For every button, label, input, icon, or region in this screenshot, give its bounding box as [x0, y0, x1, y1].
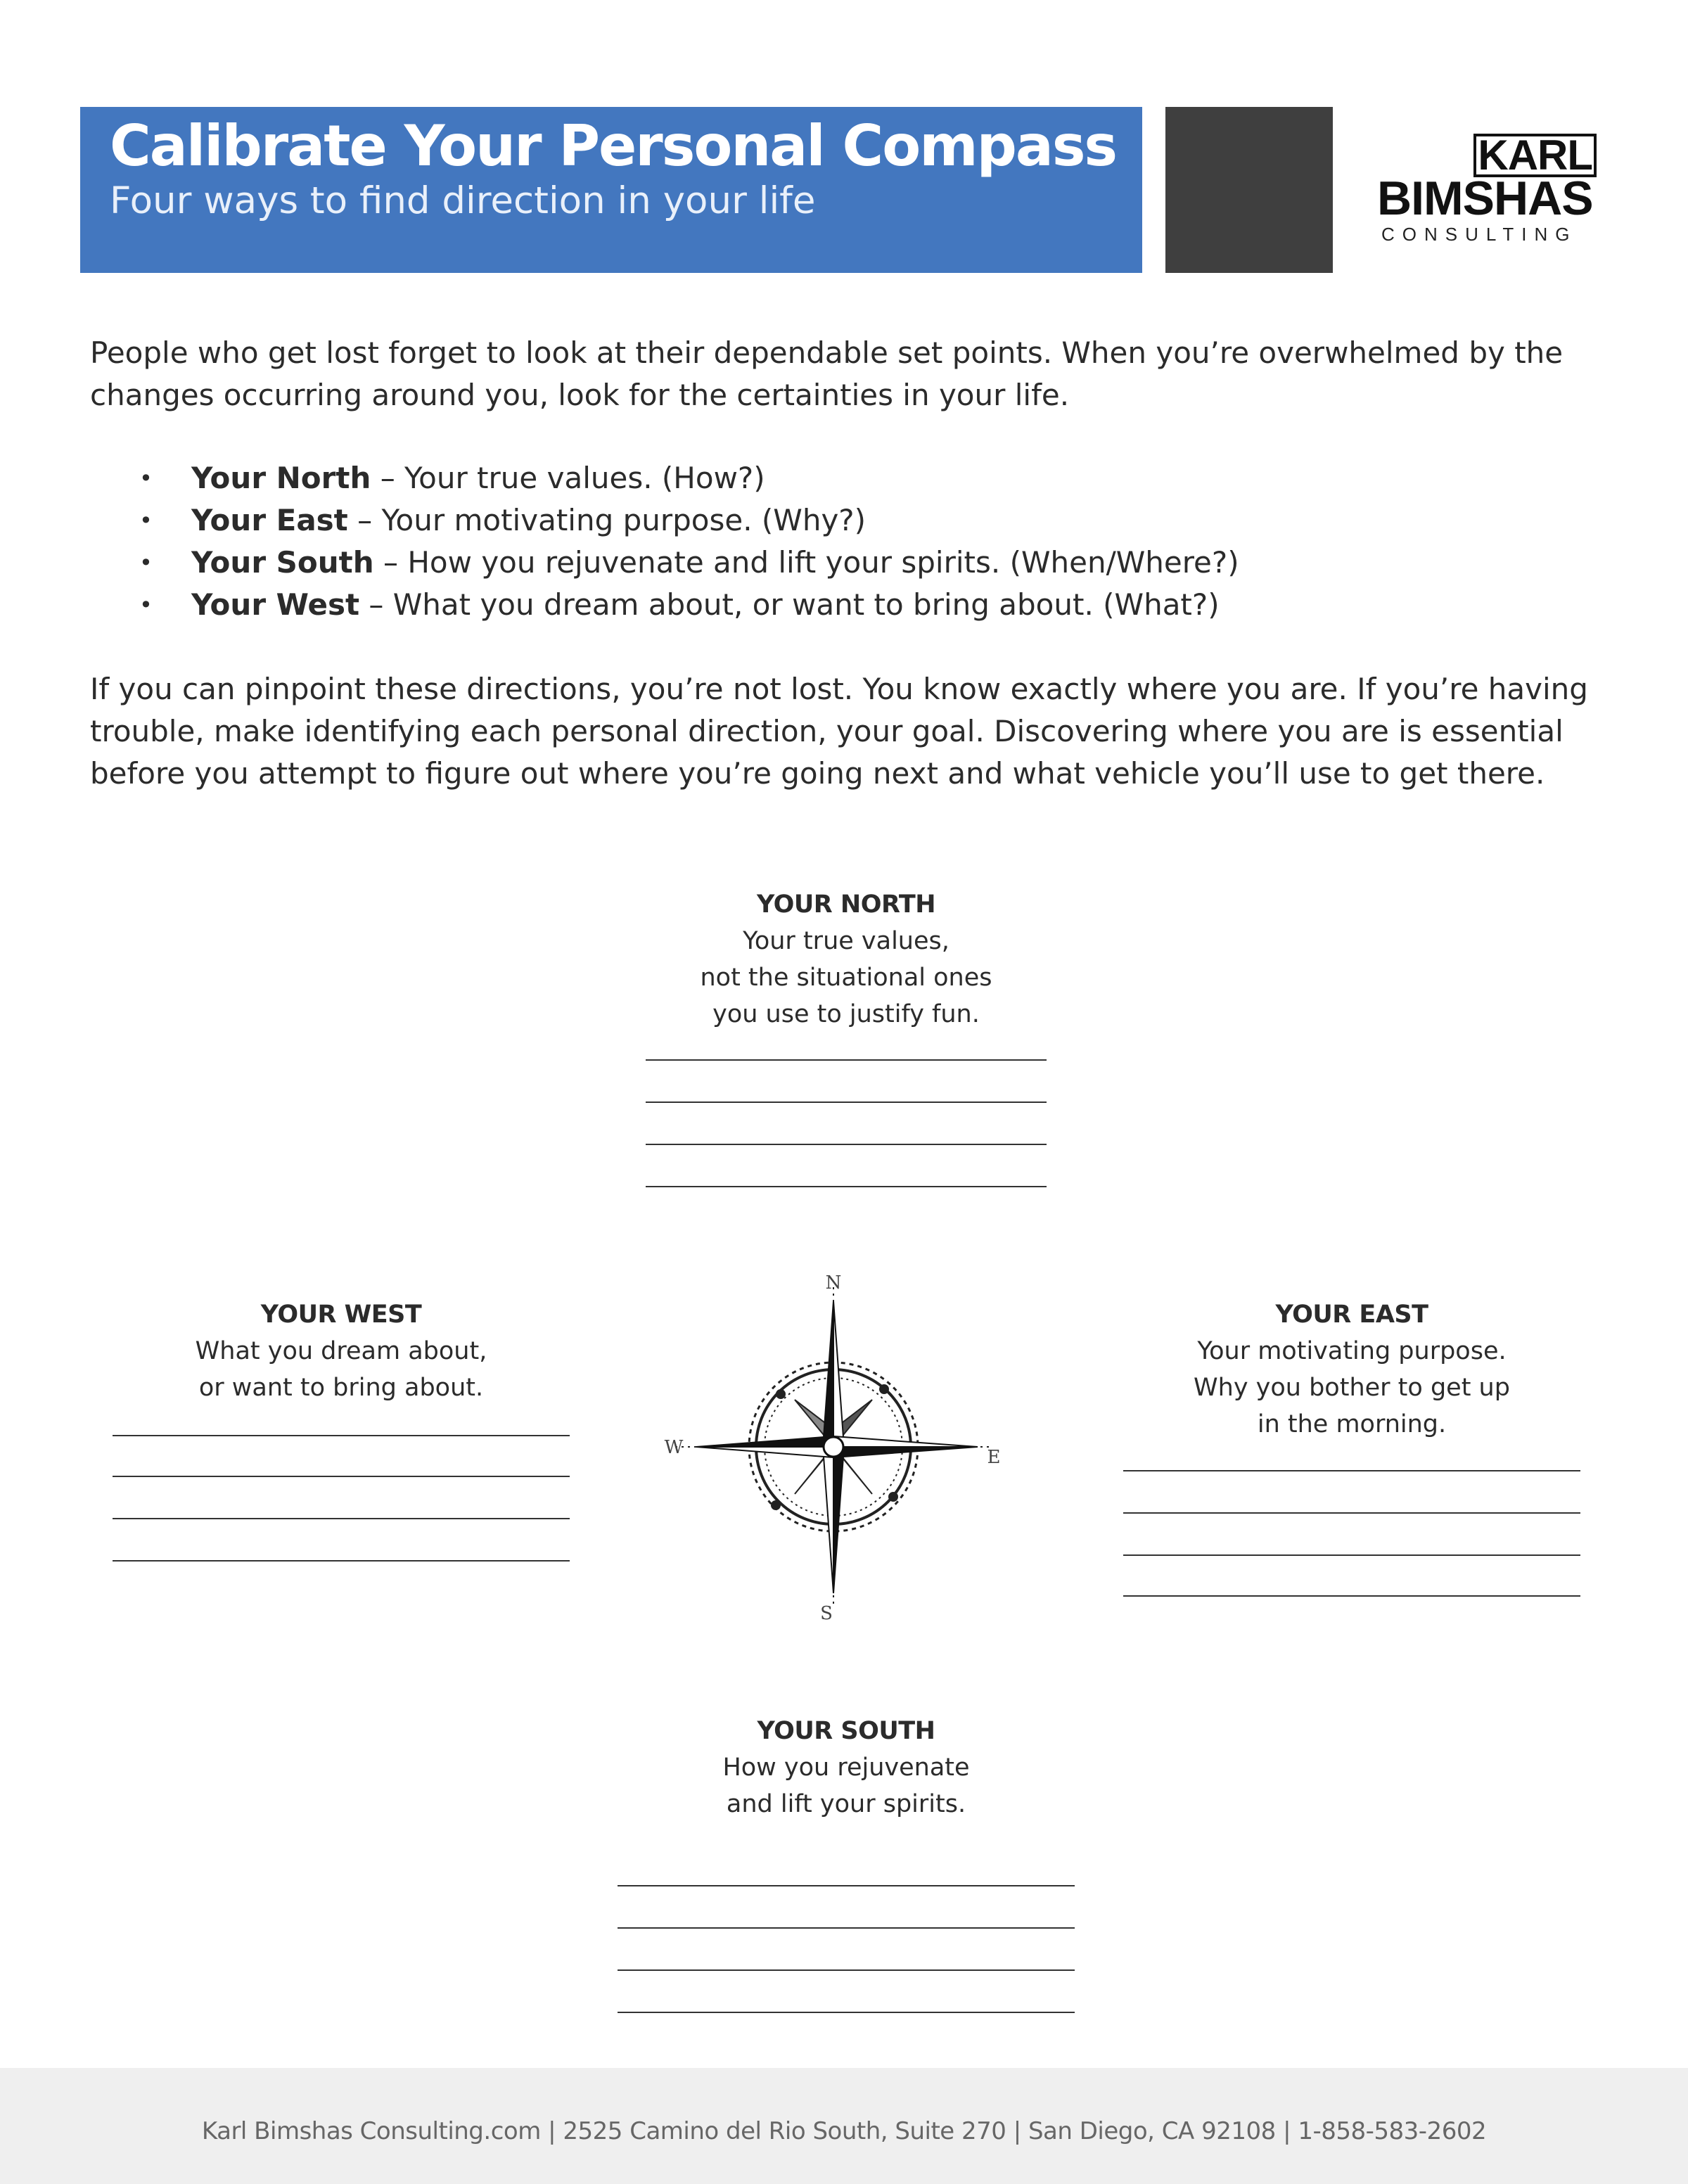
list-item: • Your North – Your true values. (How?): [134, 457, 1540, 499]
east-answer-line[interactable]: [1123, 1512, 1580, 1514]
logo-line-karl: KARL: [1473, 134, 1597, 177]
south-description-line: and lift your spirits.: [726, 1790, 966, 1818]
south-block: [619, 1713, 1073, 1822]
logo-line-consulting: CONSULTING: [1381, 224, 1578, 245]
north-answer-line[interactable]: [646, 1186, 1047, 1187]
list-item: • Your West – What you dream about, or want to bring about. (What?): [134, 584, 1540, 626]
footer-contact-info: Karl Bimshas Consulting.com | 2525 Camino del Rio South, Suite 270 | San Diego, CA 92108 | 1-858-583-2602: [201, 2117, 1487, 2145]
north-answer-line[interactable]: [646, 1101, 1047, 1103]
bullet-icon: •: [139, 549, 153, 576]
page-title: Calibrate Your Personal Compass: [110, 113, 1117, 179]
east-description-line: Why you bother to get up: [1194, 1374, 1510, 1402]
north-answer-line[interactable]: [646, 1144, 1047, 1145]
east-heading: YOUR EAST: [1275, 1301, 1428, 1329]
compass-w-label: W: [664, 1437, 684, 1458]
logo-line-bimshas: BIMSHAS: [1377, 172, 1593, 225]
bullet-icon: •: [139, 465, 153, 492]
east-block: [1123, 1296, 1580, 1443]
west-block: [113, 1296, 570, 1406]
page-footer: [0, 2068, 1688, 2184]
east-answer-line[interactable]: [1123, 1470, 1580, 1471]
west-answer-line[interactable]: [113, 1560, 570, 1562]
east-answer-line[interactable]: [1123, 1554, 1580, 1556]
south-heading: YOUR SOUTH: [757, 1717, 935, 1745]
page-subtitle: Four ways to find direction in your life: [110, 179, 816, 222]
north-description-line: you use to justify fun.: [712, 1000, 980, 1028]
west-answer-line[interactable]: [113, 1518, 570, 1519]
compass-s-label: S: [820, 1603, 833, 1624]
east-description-line: in the morning.: [1257, 1410, 1447, 1438]
list-item: • Your South – How you rejuvenate and lift your spirits. (When/Where?): [134, 542, 1540, 584]
east-description-line: Your motivating purpose.: [1197, 1337, 1507, 1365]
north-description-line: Your true values,: [743, 927, 950, 955]
header-banner: [80, 107, 1142, 273]
south-description-line: How you rejuvenate: [722, 1754, 970, 1782]
west-heading: YOUR WEST: [260, 1301, 422, 1329]
list-item: • Your East – Your motivating purpose. (Why?): [134, 499, 1540, 542]
intro-paragraph: People who get lost forget to look at their dependable set points. When you’re overwhelmed by the changes occurring around you, look for the certainties in your life.: [90, 336, 1564, 412]
west-answer-line[interactable]: [113, 1476, 570, 1477]
compass-n-label: N: [825, 1273, 842, 1294]
header-dark-block: [1165, 107, 1333, 273]
bullet-icon: •: [139, 507, 153, 534]
west-description-line: or want to bring about.: [198, 1374, 484, 1402]
directions-list: [134, 457, 1540, 626]
company-logo: [1377, 134, 1602, 253]
closing-paragraph: If you can pinpoint these directions, you’re not lost. You know exactly where you are. If you’re having trouble, make identifying each personal direction, your goal. Discovering where you are is essential before you attempt to figure out where you’re going next and what vehicle you’ll use to get there.: [90, 672, 1588, 791]
south-answer-line[interactable]: [618, 1969, 1075, 1971]
north-heading: YOUR NORTH: [757, 890, 935, 919]
south-answer-line[interactable]: [618, 1885, 1075, 1886]
north-answer-line[interactable]: [646, 1059, 1047, 1061]
south-answer-line[interactable]: [618, 2012, 1075, 2013]
north-block: [633, 886, 1059, 1033]
west-answer-line[interactable]: [113, 1435, 570, 1436]
compass-e-label: E: [987, 1447, 1001, 1468]
east-answer-line[interactable]: [1123, 1595, 1580, 1597]
west-description-line: What you dream about,: [195, 1337, 487, 1365]
compass-rose-icon: [654, 1273, 1020, 1625]
south-answer-line[interactable]: [618, 1927, 1075, 1929]
north-description-line: not the situational ones: [700, 964, 992, 992]
bullet-icon: •: [139, 592, 153, 618]
